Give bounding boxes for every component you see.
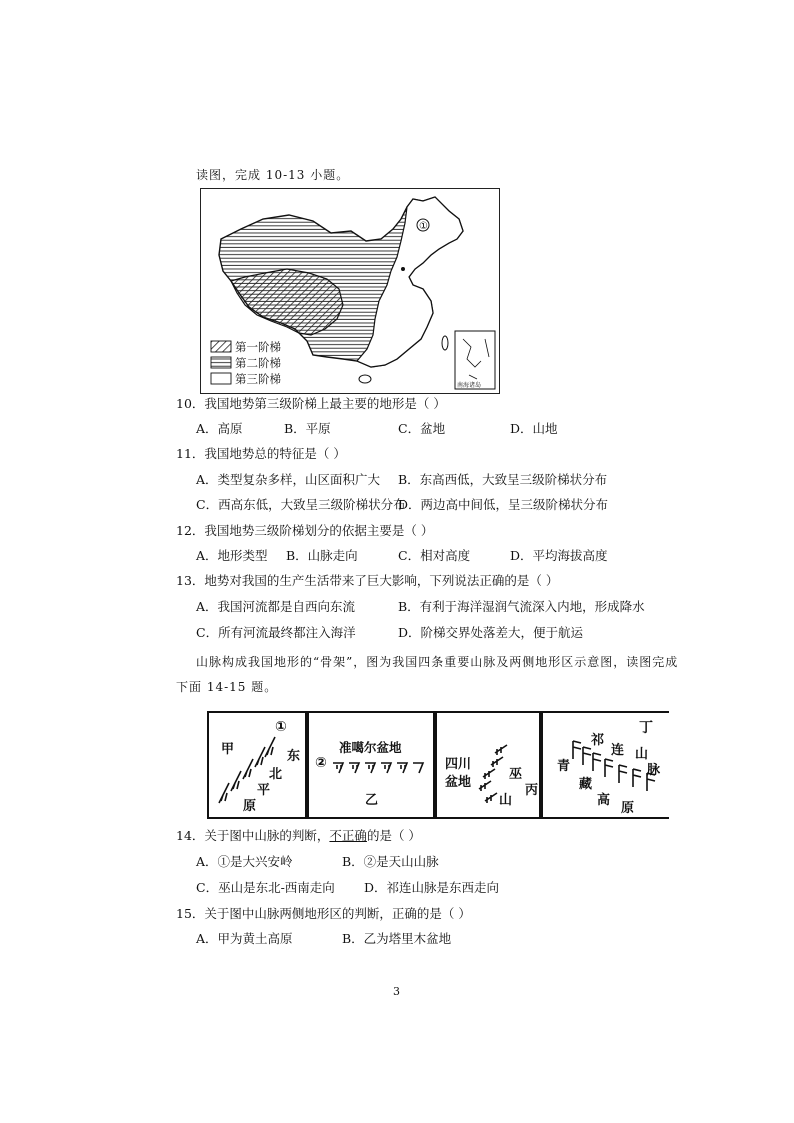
label-gao: 高 [597,793,611,808]
legend-label-3: 第三阶梯 [235,372,281,386]
inset-label: 南海诸岛 [457,382,482,389]
q13-option-b: B．有利于海洋湿润气流深入内地，形成降水 [398,599,645,614]
q12-option-d: D．平均海拔高度 [510,548,608,563]
label-pendi: 盆地 [445,775,472,790]
label-qing: 青 [557,759,571,774]
legend-label-2: 第二阶梯 [235,356,281,370]
label-lian: 连 [611,743,625,758]
label-ding: 丁 [639,720,653,736]
panel-1-mountains [209,713,305,817]
q11-option-d: D．两边高中间低，呈三级阶梯状分布 [398,497,609,512]
question-11: 11．我国地势总的特征是（ ） [176,446,346,461]
label-shan: 山 [499,793,513,808]
legend-label-1: 第一阶梯 [235,340,281,354]
label-dong: 东 [287,749,301,764]
taiwan [442,336,448,350]
q13-option-a: A．我国河流都是自西向东流 [196,599,356,614]
question-13: 13．地势对我国的生产生活带来了巨大影响，下列说法正确的是（ ） [176,573,559,588]
q15-option-a: A．甲为黄土高原 [196,931,293,946]
label-yuan: 原 [243,799,257,814]
question-14 [176,828,421,844]
label-jia: 甲 [221,742,235,757]
label-ping: 平 [257,783,271,798]
q14-stem-pre: 14．关于图中山脉的判断， [176,828,330,843]
q14-option-b: B．②是天山山脉 [342,854,439,869]
q13-option-d: D．阶梯交界处落差大，便于航运 [398,625,584,640]
q10-option-b: B．平原 [284,421,331,436]
label-yi: 乙 [365,793,379,808]
question-15: 15．关于图中山脉两侧地形区的判断，正确的是（ ） [176,906,471,921]
question-12: 12．我国地势三级阶梯划分的依据主要是（ ） [176,523,434,538]
passage-line-2: 下面 14-15 题。 [176,680,278,694]
q12-option-a: A．地形类型 [196,548,268,563]
passage-line-1: 山脉构成我国地形的“骨架”，图为我国四条重要山脉及两侧地形区示意图，读图完成 [196,655,679,669]
q13-option-c: C．所有河流最终都注入海洋 [196,625,356,640]
panel-2 [307,711,435,819]
label-bei: 北 [269,767,283,782]
hainan [359,375,371,383]
intro-text: 读图，完成 10-13 小题。 [196,168,350,182]
q11-option-b: B．东高西低，大致呈三级阶梯状分布 [398,472,608,487]
q10-option-d: D．山地 [510,421,558,436]
q10-option-c: C．盆地 [398,421,446,436]
capital-dot [401,267,405,271]
label-yuan-4: 原 [621,801,635,816]
label-bing: 丙 [525,783,539,798]
china-terrain-map [200,188,500,394]
first-step [231,269,343,335]
q14-stem-emphasis: 不正确 [329,828,367,843]
label-zang: 藏 [579,777,593,792]
legend-swatch-1 [211,341,231,352]
q15-option-b: B．乙为塔里木盆地 [342,931,452,946]
label-shan-4: 山 [635,747,649,762]
label-sichuan: 四川 [445,757,472,772]
q12-option-c: C．相对高度 [398,548,471,563]
label-junggar: 准噶尔盆地 [339,740,402,755]
label-circle-2: ② [315,755,327,771]
q14-option-c: C．巫山是东北-西南走向 [196,880,335,895]
legend-swatch-3 [211,373,231,384]
q14-option-a: A．①是大兴安岭 [196,854,293,869]
panel-4 [541,711,669,819]
q10-option-a: A．高原 [196,421,243,436]
q14-option-d: D．祁连山脉是东西走向 [364,880,500,895]
label-wu: 巫 [509,767,523,782]
mountain-figure [207,711,667,817]
q11-option-c: C．西高东低，大致呈三级阶梯状分布 [196,497,406,512]
q12-option-b: B．山脉走向 [286,548,358,563]
legend-swatch-2 [211,357,231,368]
label-qi: 祁 [591,733,605,748]
page-number: 3 [393,985,400,998]
map-marker: ① [419,221,428,232]
panel-3 [435,711,541,819]
label-mai: 脉 [647,763,661,778]
panel-1 [207,711,307,819]
label-circle-1: ① [275,719,287,735]
q11-option-a: A．类型复杂多样，山区面积广大 [196,472,381,487]
question-10: 10．我国地势第三级阶梯上最主要的地形是（ ） [176,396,446,411]
q14-stem-post: 的是（ ） [366,828,421,843]
